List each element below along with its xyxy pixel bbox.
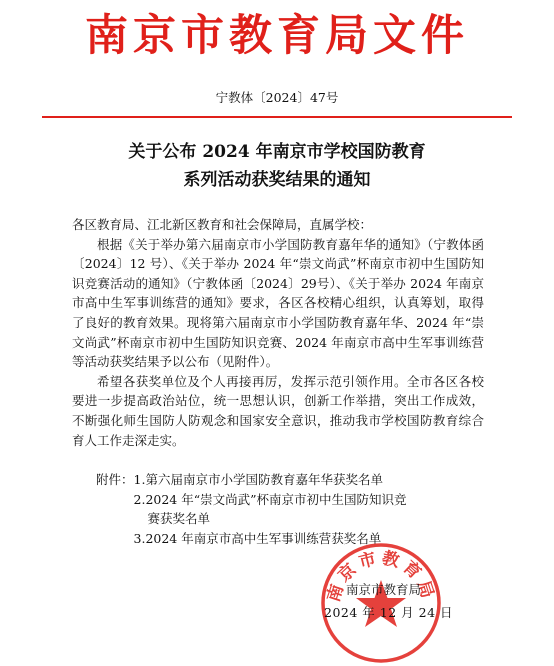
notice-title-line-1: 关于公布 2024 年南京市学校国防教育	[128, 142, 426, 162]
paragraph-1: 根据《关于举办第六届南京市小学国防教育嘉年华的通知》（宁教体函〔2024〕12 号）、《关于举办 2024 年“崇文尚武”杯南京市初中生国防知识竞赛活动的通知》（宁教体函〔2024〕29号）、《关于举办 2024 年南京市高中生军事训练营的通知》要求，各区各校精心组织，认真筹划，取得了良好的教育效果。现将第六届南京市小学国防教育嘉年华、2024 年“崇文尚武”杯南京市初中生国防知识竞赛、2024 年南京市高中生军事训练营等活动获奖结果予以公布（见附件）。	[72, 236, 484, 370]
attachment-item-2-line-2-text: 赛获奖名单	[147, 511, 210, 527]
document-number: 宁教体〔2024〕47号	[215, 90, 339, 105]
seal-text: 南京市教育局	[323, 548, 439, 605]
header-divider	[42, 116, 512, 118]
salutation: 各区教育局、江北新区教育和社会保障局，直属学校：	[72, 217, 373, 232]
notice-body	[72, 215, 484, 450]
attachment-item-2-line-1: 2.2024 年“崇文尚武”杯南京市初中生国防知识竞	[133, 491, 407, 507]
attachment-item-1: 1.第六届南京市小学国防教育嘉年华获奖名单	[133, 472, 383, 487]
attachments-label: 附件：	[96, 472, 134, 487]
attachments	[96, 470, 486, 548]
notice-title	[0, 138, 554, 194]
attachment-item-2-line-2	[134, 509, 407, 529]
signature-org-text: 南京市教育局	[346, 582, 422, 597]
document-header-title: 南京市教育局文件	[85, 11, 469, 61]
attachments-list	[134, 470, 407, 548]
notice-title-line-2: 系列活动获奖结果的通知	[183, 170, 371, 190]
paragraph-2: 希望各获奖单位及个人再接再厉，发挥示范引领作用。全市各区各校要进一步提高政治站位，统一思想认识，创新工作举措，突出工作成效，不断强化师生国防人防观念和国家安全意识，推动我市学校国防教育综合育人工作走深走实。	[72, 373, 484, 448]
signature-date-text: 2024 年 12 月 24 日	[324, 605, 453, 620]
attachment-item-3: 3.2024 年南京市高中生军事训练营获奖名单	[133, 530, 382, 546]
